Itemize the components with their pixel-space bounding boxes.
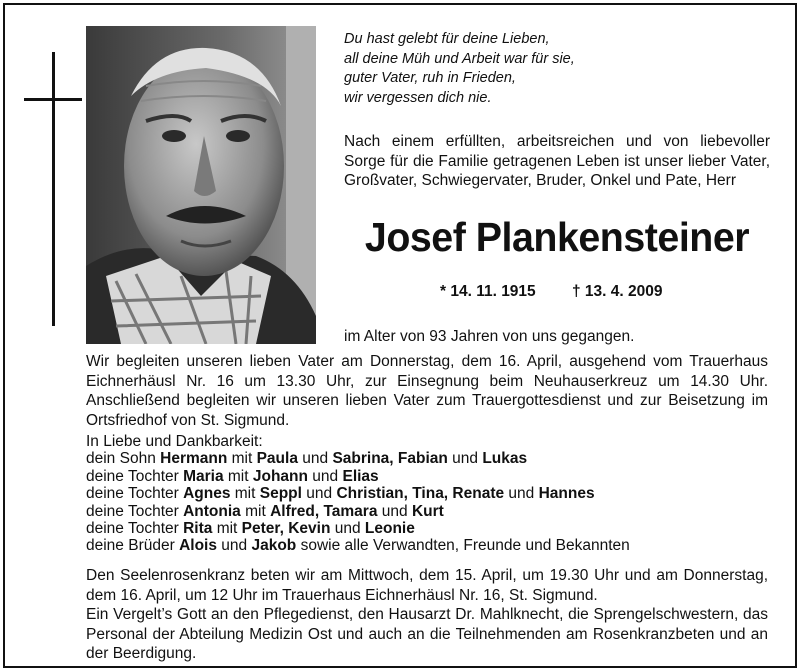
- family-line-daughter-rita: deine Tochter Rita mit Peter, Kevin und Leonie: [86, 520, 415, 538]
- family-heading: In Liebe und Dankbarkeit:: [86, 433, 263, 450]
- thanks-text: Ein Vergelt’s Gott an den Pflegedienst, den Hausarzt Dr. Mahlknecht, die Sprengelschwestern, das Personal der Abteilung Medizin Ost und auch an die Teilnehmenden am Rosenkranzbeten und an der Beerdigung.: [86, 606, 768, 662]
- family-line-brothers: deine Brüder Alois und Jakob sowie alle Verwandten, Freunde und Bekannten: [86, 537, 630, 555]
- rosary-announcement: Den Seelenrosenkranz beten wir am Mittwoch, dem 15. April, um 19.30 Uhr und am Donnerstag, dem 16. April, um 12 Uhr im Trauerhaus Eichnerhäusl Nr. 16, St. Sigmund.: [86, 567, 768, 604]
- closing-notes: [86, 566, 768, 664]
- cross-vertical-bar: [52, 52, 55, 326]
- family-line-son: dein Sohn Hermann mit Paula und Sabrina, Fabian und Lukas: [86, 450, 528, 468]
- cross-horizontal-bar: [24, 98, 82, 101]
- poem-line: wir vergessen dich nie.: [344, 89, 492, 106]
- poem-line: all deine Müh und Arbeit war für sie,: [344, 50, 575, 67]
- family-line-daughter-antonia: deine Tochter Antonia mit Alfred, Tamara und Kurt: [86, 502, 444, 520]
- birth-date: * 14. 11. 1915: [440, 283, 536, 300]
- age-statement: im Alter von 93 Jahren von uns gegangen.: [344, 328, 635, 345]
- poem-line: guter Vater, ruh in Frieden,: [344, 70, 516, 86]
- funeral-announcement: Wir begleiten unseren lieben Vater am Donnerstag, dem 16. April, ausgehend vom Trauerhaus Eichnerhäusl Nr. 16 um 13.30 Uhr, zur Einsegnung beim Neuhauserkreuz um 14.30 Uhr. Anschließend begleiten wir unseren lieben Vater zum Trauergottesdienst und zur Beisetzung im Ortsfriedhof von St. Sigmund.: [86, 353, 768, 429]
- life-dates: [440, 283, 662, 301]
- death-date: † 13. 4. 2009: [571, 283, 663, 300]
- deceased-name: Josef Plankensteiner: [364, 214, 750, 260]
- intro-text: Nach einem erfüllten, arbeitsreichen und von liebevoller Sorge für die Familie getragenen Leben ist unser lieber Vater, Großvater, Schwiegervater, Bruder, Onkel und Pate, Herr: [344, 133, 770, 189]
- poem: [344, 30, 784, 108]
- family-line-daughter-agnes: deine Tochter Agnes mit Seppl und Christian, Tina, Renate und Hannes: [86, 485, 595, 503]
- poem-line: Du hast gelebt für deine Lieben,: [344, 31, 550, 47]
- family-line-daughter-maria: deine Tochter Maria mit Johann und Elias: [86, 467, 379, 485]
- family-list: [86, 433, 776, 555]
- portrait-photo: [86, 26, 316, 344]
